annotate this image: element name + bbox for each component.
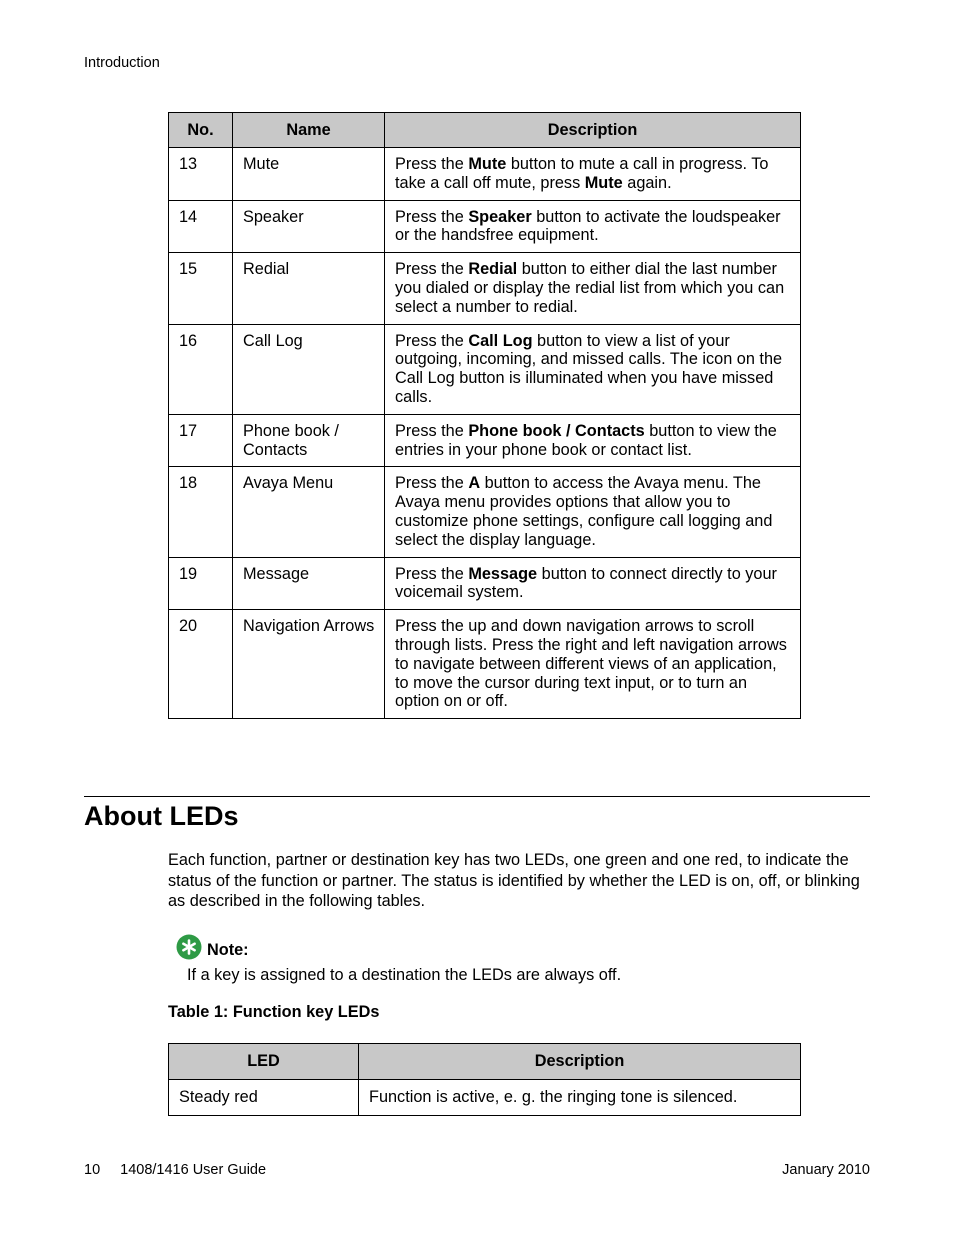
column-header-description: Description — [359, 1044, 801, 1080]
table-row — [169, 467, 801, 557]
table-row — [169, 200, 801, 253]
cell-description — [385, 414, 801, 467]
footer-date: January 2010 — [782, 1162, 870, 1178]
description-text: button to access the Avaya menu. The Avaya menu provides options that allow you to customize phone settings, configure call logging and select the display language. — [395, 474, 773, 549]
table-row — [169, 610, 801, 719]
description-text: button to view a list of your outgoing, incoming, and missed calls. The icon on the Call Log button is illuminated when you have missed calls. — [395, 331, 783, 406]
description-emphasis: Message — [468, 564, 538, 583]
cell-description: Function is active, e. g. the ringing tone is silenced. — [359, 1080, 801, 1116]
footer-left — [84, 1162, 266, 1178]
note-heading — [176, 934, 249, 960]
cell-name: Mute — [233, 148, 385, 201]
cell-name: Navigation Arrows — [233, 610, 385, 719]
cell-number: 20 — [169, 610, 233, 719]
description-emphasis: A — [468, 474, 481, 493]
cell-number: 13 — [169, 148, 233, 201]
guide-title: 1408/1416 User Guide — [120, 1162, 267, 1178]
description-text: button to either dial the last number you dialed or display the redial list from which you can select a number to redial. — [395, 260, 785, 316]
cell-number: 15 — [169, 253, 233, 324]
column-header-led: LED — [169, 1044, 359, 1080]
cell-led: Steady red — [169, 1080, 359, 1116]
function-key-led-table — [168, 1043, 801, 1116]
cell-name: Redial — [233, 253, 385, 324]
table-row — [169, 253, 801, 324]
cell-description — [385, 148, 801, 201]
description-emphasis: Phone book / Contacts — [468, 421, 645, 440]
description-text: button to activate the loudspeaker or the handsfree equipment. — [395, 207, 781, 245]
cell-description — [385, 467, 801, 557]
cell-name: Phone book / Contacts — [233, 414, 385, 467]
column-header-no: No. — [169, 113, 233, 148]
description-text: Press the — [395, 564, 469, 583]
description-emphasis: Redial — [468, 260, 518, 279]
note-asterisk-icon — [176, 934, 202, 960]
cell-number: 16 — [169, 324, 233, 414]
cell-description — [385, 253, 801, 324]
cell-name: Speaker — [233, 200, 385, 253]
description-emphasis: Speaker — [468, 207, 532, 226]
note-text: If a key is assigned to a destination the LEDs are always off. — [187, 966, 622, 984]
section-divider — [84, 796, 870, 797]
column-header-name: Name — [233, 113, 385, 148]
button-description-table — [168, 112, 801, 719]
running-header: Introduction — [84, 55, 160, 71]
table-row — [169, 557, 801, 610]
description-text: Press the up and down navigation arrows to scroll through lists. Press the right and left navigation arrows to navigate between different views of an application, to move the cursor during text input, or to turn an option on or off. — [395, 617, 787, 711]
cell-number: 19 — [169, 557, 233, 610]
description-emphasis: Mute — [468, 155, 507, 173]
table-row — [169, 414, 801, 467]
cell-name: Avaya Menu — [233, 467, 385, 557]
description-text: Press the — [395, 331, 469, 350]
page-number: 10 — [84, 1162, 101, 1178]
cell-number: 14 — [169, 200, 233, 253]
section-intro-paragraph: Each function, partner or destination key has two LEDs, one green and one red, to indicate the status of the function or partner. The status is identified by whether the LED is on, off, or blinking as described in the following tables. — [168, 851, 860, 910]
cell-number: 17 — [169, 414, 233, 467]
description-text: Press the — [395, 207, 469, 226]
cell-description — [385, 324, 801, 414]
cell-description — [385, 557, 801, 610]
table-caption: Table 1: Function key LEDs — [168, 1003, 380, 1021]
table-row — [169, 148, 801, 201]
cell-description — [385, 610, 801, 719]
table-row — [169, 324, 801, 414]
description-text: Press the — [395, 421, 469, 440]
section-title: About LEDs — [84, 801, 239, 831]
description-text: button to view the entries in your phone book or contact list. — [395, 421, 777, 459]
cell-number: 18 — [169, 467, 233, 557]
description-text: button to connect directly to your voicemail system. — [395, 564, 777, 602]
note-label: Note: — [207, 941, 249, 959]
column-header-description: Description — [385, 113, 801, 148]
description-text: again. — [622, 173, 672, 192]
description-emphasis: Mute — [584, 173, 623, 192]
description-text: Press the — [395, 260, 469, 279]
cell-name: Call Log — [233, 324, 385, 414]
table-row — [169, 1080, 801, 1116]
description-text: Press the — [395, 474, 469, 493]
description-text: button to mute a call in progress. To take a call off mute, press — [395, 155, 769, 192]
cell-name: Message — [233, 557, 385, 610]
description-emphasis: Call Log — [468, 331, 533, 350]
table-header-row — [169, 113, 801, 148]
cell-description — [385, 200, 801, 253]
table-header-row — [169, 1044, 801, 1080]
description-text: Press the — [395, 155, 469, 173]
